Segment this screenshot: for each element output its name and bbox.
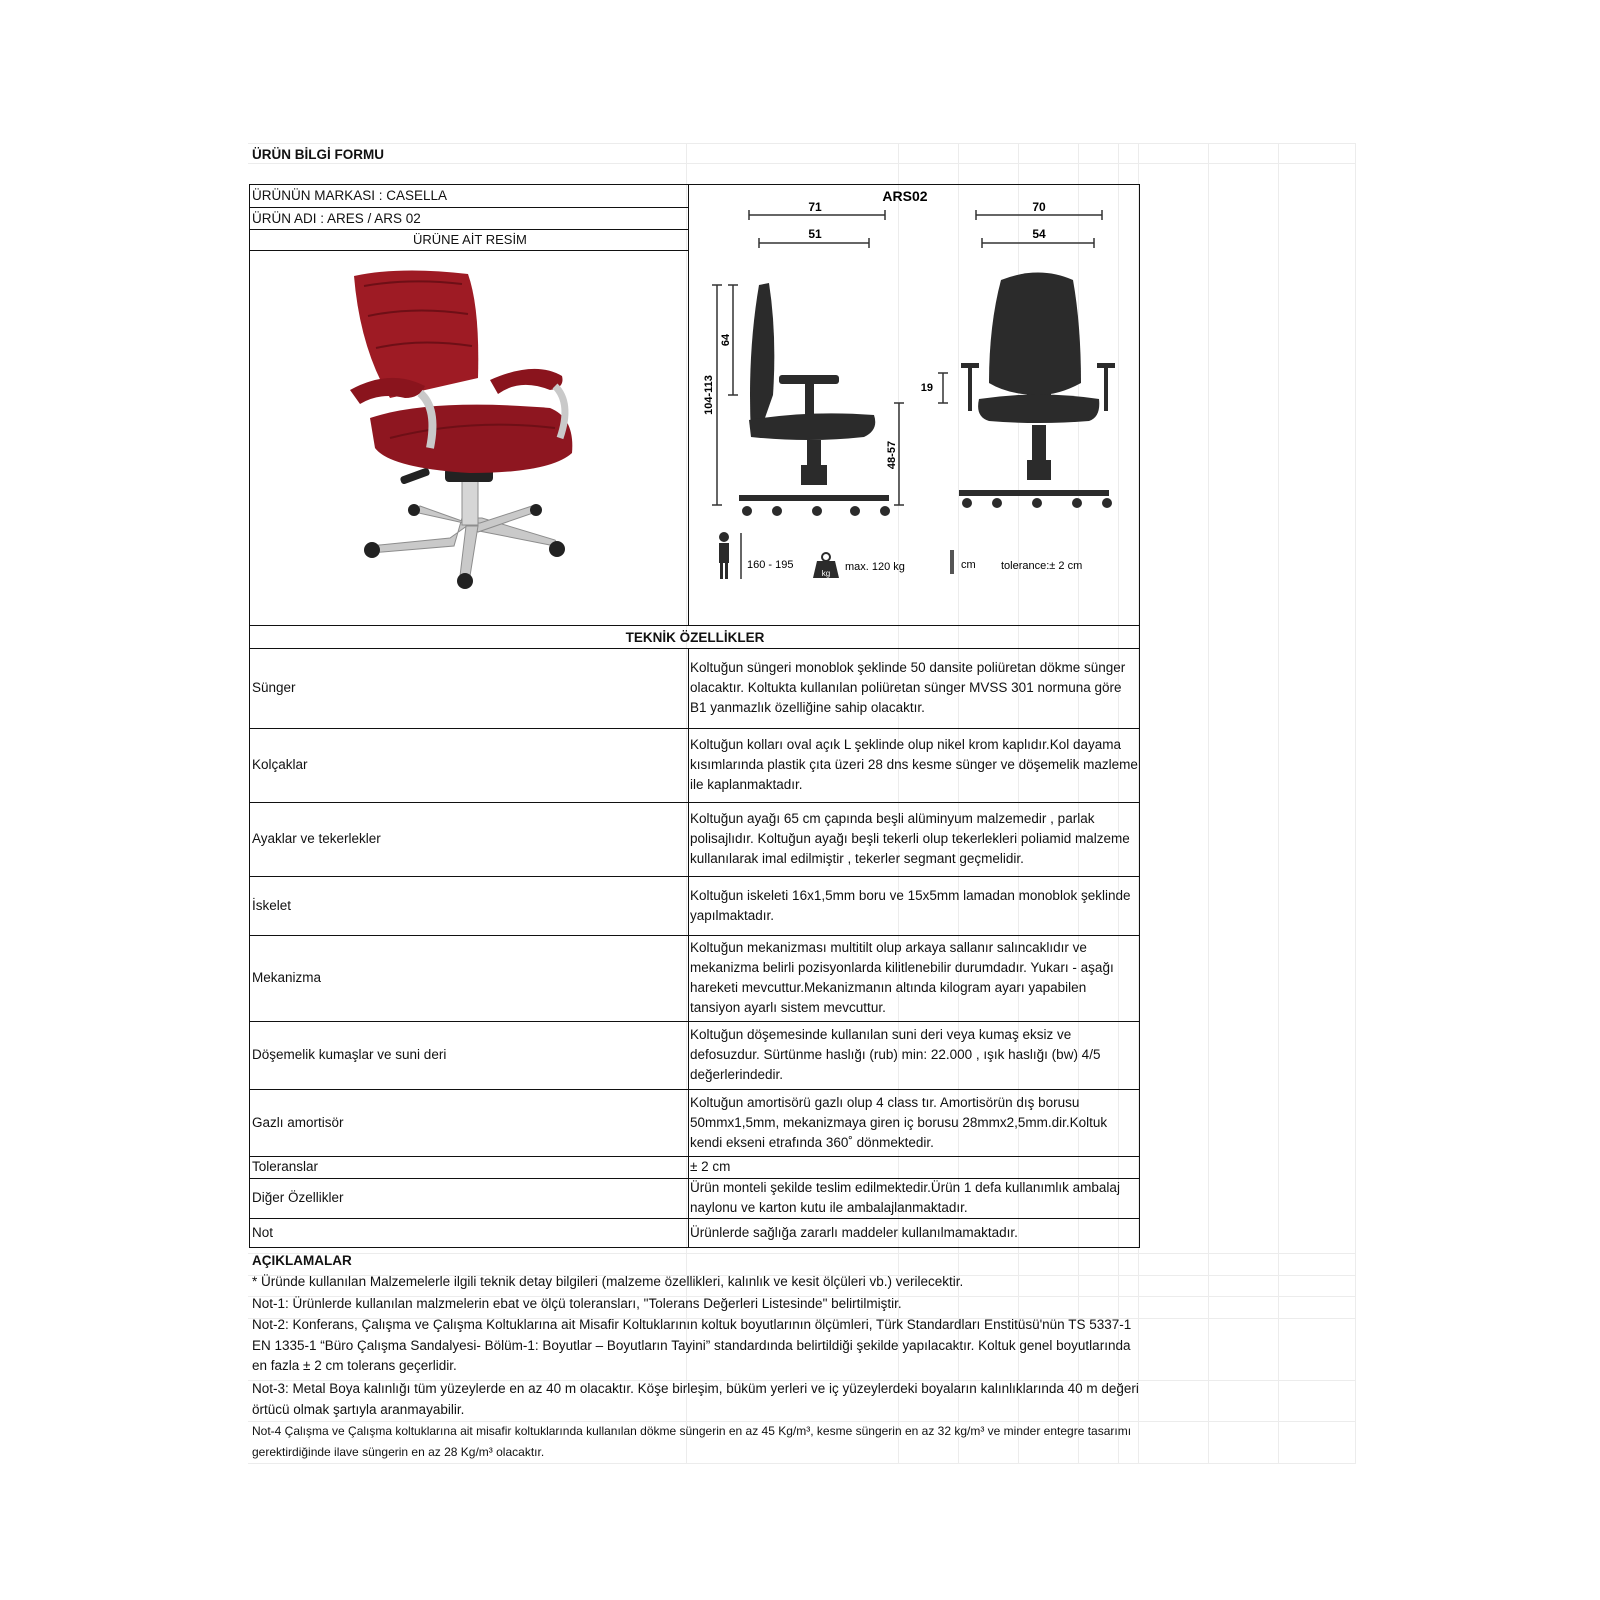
spec-label: Ayaklar ve tekerlekler [252, 831, 381, 846]
spec-description: Koltuğun amortisörü gazlı olup 4 class tır. Amortisörün dış borusu 50mmx1,5mm, mekanizmaya giren iç borusu 28mmx2,5mm.dir.Koltuk kendi ekseni etrafında 360˚ dönmektedir. [690, 1094, 1108, 1150]
max-weight: max. 120 kg [845, 561, 905, 573]
spec-label: Sünger [252, 680, 296, 695]
spec-label: Diğer Özellikler [252, 1190, 344, 1205]
dim-height-total: 104-113 [703, 375, 715, 415]
spec-description: Koltuğun döşemesinde kullanılan suni deri veya kumaş eksiz ve defosuzdur. Sürtünme haslığı (rub) min: 22.000 , ışık haslığı (bw) 4/5 değerlerindedir. [690, 1027, 1101, 1082]
weight-icon [813, 553, 839, 578]
person-range: 160 - 195 [747, 559, 794, 571]
dim-top-left: 71 [808, 200, 822, 214]
specs-section-title: TEKNİK ÖZELLİKLER [625, 630, 765, 645]
note-star: * Üründe kullanılan Malzemelerle ilgili teknik detay bilgileri (malzeme özellikleri, kalınlık ve kesit ölçüleri vb.) verilecektir. [252, 1274, 964, 1289]
chair-base [370, 473, 560, 576]
spec-label: Toleranslar [252, 1159, 319, 1174]
spec-description: Koltuğun iskeleti 16x1,5mm boru ve 15x5mm lamadan monoblok şeklinde yapılmaktadır. [690, 887, 1131, 923]
note-2: Not-2: Konferans, Çalışma ve Çalışma Koltuklarına ait Misafir Koltuklarının koltuk boyutlarının ölçümleri, Türk Standardları Enstitüsü'nün TS 5337-1 EN 1335-1 “Büro Çalışma Sandalyesi- Bölüm-1: Boyutlar – Boyutların Tayini” standardında belirtildiği şekilde yapılacaktır. Koltuk genel boyutlarında en fazla ± 2 cm tolerans geçerlidir. [252, 1317, 1132, 1373]
spec-label: Not [252, 1225, 274, 1240]
spec-description: Koltuğun mekanizması multitilt olup arkaya sallanır salıncaklıdır ve mekanizma belirli pozisyonlarda kilitlenebilir durumdadır. Yukarı - aşağı hareketi mevcuttur.Mekanizmanın altında kilogram ayarı yapabilen tansiyon ayarlı sistem mevcuttur. [690, 940, 1114, 1015]
tolerance-label: tolerance:± 2 cm [1001, 560, 1083, 572]
spec-label: Kolçaklar [252, 757, 308, 772]
spec-description: ± 2 cm [690, 1159, 731, 1174]
spec-description: Ürün monteli şekilde teslim edilmektedir.Ürün 1 defa kullanımlık ambalaj naylonu ve karton kutu ile ambalajlanmaktadır. [690, 1180, 1120, 1215]
dim-top-right: 70 [1032, 200, 1046, 214]
chair-photo [350, 268, 600, 598]
dimension-diagram [689, 185, 1139, 585]
dim-height-back: 64 [720, 333, 732, 347]
side-view-chair [739, 283, 890, 516]
spec-label: Mekanizma [252, 970, 322, 985]
spec-label: İskelet [252, 897, 292, 913]
note-1: Not-1: Ürünlerde kullanılan malzmelerin ebat ve ölçü toleransları, "Tolerans Değerleri Listesinde" belirtilmiştir. [252, 1296, 902, 1311]
dim-seat-height: 48-57 [886, 440, 898, 470]
dim-second-left: 51 [808, 227, 822, 241]
dim-second-right: 54 [1032, 227, 1046, 241]
front-view-chair [959, 273, 1115, 509]
dim-arm-height: 19 [920, 382, 933, 394]
notes-title: AÇIKLAMALAR [252, 1253, 352, 1268]
note-4: Not-4 Çalışma ve Çalışma koltuklarına ait misafir koltuklarında kullanılan dökme süngerin en az 45 Kg/m³, kesme süngerin en az 32 kg/m³ ve minder entegre tasarımı gerektirdiğinde ilave süngerin en az 28 Kg/m³ olacaktır. [252, 1424, 1132, 1459]
ruler-icon [950, 550, 954, 574]
spec-description: Ürünlerde sağlığa zararlı maddeler kullanılmamaktadır. [690, 1225, 1018, 1240]
image-caption: ÜRÜNE AİT RESİM [413, 232, 527, 247]
spec-description: Koltuğun ayağı 65 cm çapında beşli alüminyum malzemedir , parlak polisajlıdır. Koltuğun ayağı beşli tekerli olup tekerlekleri poliamid malzeme kullanılarak imal edilmiştir , tekerler segmant geçmelidir. [690, 811, 1130, 866]
spec-description: Koltuğun kolları oval açık L şeklinde olup nikel krom kaplıdır.Kol dayama kısımlarında plastik çıta üzeri 28 dns kesme sünger ve döşemelik mazleme ile kaplanmaktadır. [690, 737, 1138, 792]
unit-label: cm [961, 559, 976, 571]
person-icon [719, 532, 729, 579]
note-3: Not-3: Metal Boya kalınlığı tüm yüzeylerde en az 40 m olacaktır. Köşe birleşim, büküm yerleri ve iç yüzeylerdeki boyaların kalınlıklarında 40 m değeri örtücü olmak şartıyla aranmayabilir. [252, 1381, 1139, 1417]
weight-icon-label: kg [821, 569, 831, 578]
product-name-field: ÜRÜN ADI : ARES / ARS 02 [252, 211, 421, 226]
spec-description: Koltuğun süngeri monoblok şeklinde 50 dansite poliüretan dökme sünger olacaktır. Koltukta kullanılan poliüretan sünger MVSS 301 normuna göre B1 yanmazlık özelliğine sahip olacaktır. [690, 660, 1126, 715]
brand-field: ÜRÜNÜN MARKASI : CASELLA [252, 188, 448, 203]
form-title: ÜRÜN BİLGİ FORMU [252, 147, 384, 162]
spec-label: Döşemelik kumaşlar ve suni deri [252, 1047, 447, 1062]
spec-label: Gazlı amortisör [252, 1114, 344, 1130]
model-code: ARS02 [882, 188, 928, 204]
specs-table [249, 625, 1140, 1248]
